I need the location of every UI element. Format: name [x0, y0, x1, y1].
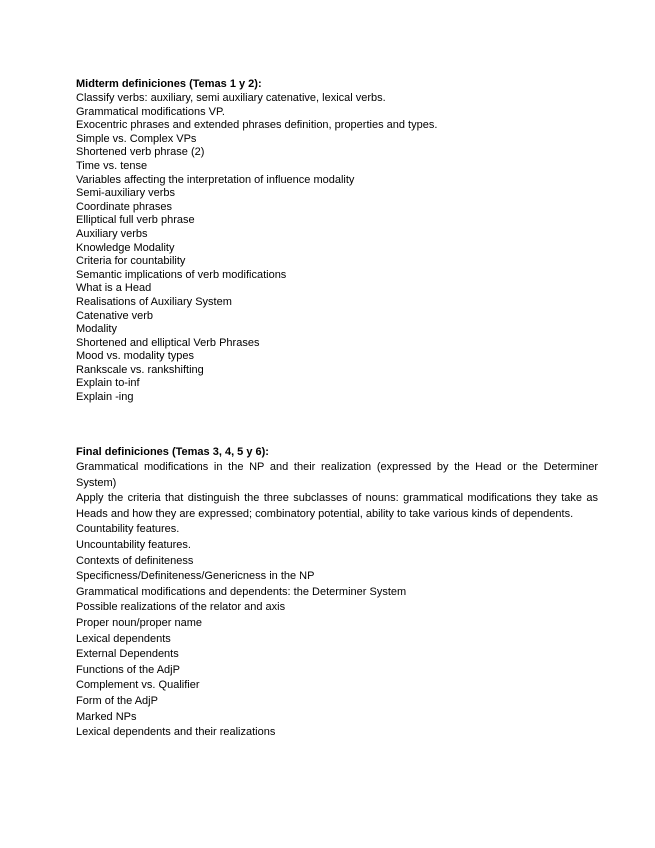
final-list — [76, 460, 598, 741]
list-item: Catenative verb — [76, 309, 154, 322]
list-item: Realisations of Auxiliary System — [76, 295, 232, 308]
list-item: Classify verbs: auxiliary, semi auxiliary catenative, lexical verbs. — [76, 92, 386, 104]
list-item: Auxiliary verbs — [76, 227, 148, 240]
list-item: Coordinate phrases — [76, 200, 173, 213]
list-item: Form of the AdjP — [76, 694, 158, 707]
list-item: Rankscale vs. rankshifting — [76, 363, 204, 376]
list-item: Semi-auxiliary verbs — [76, 187, 176, 200]
midterm-heading: Midterm definiciones (Temas 1 y 2): — [76, 78, 262, 90]
list-item: Shortened and elliptical Verb Phrases — [76, 336, 260, 349]
list-item: Variables affecting the interpretation of influence modality — [76, 173, 355, 186]
list-item: Explain to-inf — [76, 377, 140, 390]
list-item: Elliptical full verb phrase — [76, 214, 195, 227]
list-item: Apply the criteria that distinguish the three subclasses of nouns: grammatical modifications they take as Heads and how they are expressed; combinatory potential, ability to take various kinds of dependents. — [76, 492, 598, 520]
list-item: Grammatical modifications and dependents: the Determiner System — [76, 585, 407, 598]
list-item: Semantic implications of verb modifications — [76, 268, 287, 281]
list-item: Contexts of definiteness — [76, 554, 194, 567]
list-item: Lexical dependents and their realizations — [76, 726, 276, 739]
list-item: Explain -ing — [76, 391, 134, 404]
list-item: Exocentric phrases and extended phrases definition, properties and types. — [76, 119, 438, 132]
list-item: Shortened verb phrase (2) — [76, 146, 205, 159]
midterm-list — [76, 92, 598, 405]
list-item: Criteria for countability — [76, 255, 186, 268]
list-item: Grammatical modifications VP. — [76, 105, 225, 118]
final-section — [76, 445, 598, 741]
final-heading: Final definiciones (Temas 3, 4, 5 y 6): — [76, 446, 269, 458]
list-item: Simple vs. Complex VPs — [76, 132, 197, 145]
list-item: Functions of the AdjP — [76, 663, 180, 676]
list-item: Uncountability features. — [76, 538, 191, 551]
list-item: Knowledge Modality — [76, 241, 175, 254]
list-item: External Dependents — [76, 648, 179, 661]
list-item: What is a Head — [76, 282, 152, 295]
list-item: Complement vs. Qualifier — [76, 679, 200, 692]
midterm-section — [76, 77, 598, 405]
list-item: Modality — [76, 323, 117, 336]
list-item: Proper noun/proper name — [76, 616, 202, 629]
list-item: Marked NPs — [76, 710, 137, 723]
list-item: Specificness/Definiteness/Genericness in the NP — [76, 570, 315, 583]
list-item: Grammatical modifications in the NP and their realization (expressed by the Head or the Determiner System) — [76, 461, 598, 489]
list-item: Countability features. — [76, 523, 180, 536]
list-item: Lexical dependents — [76, 632, 171, 645]
list-item: Mood vs. modality types — [76, 350, 194, 363]
list-item: Possible realizations of the relator and axis — [76, 601, 286, 614]
list-item: Time vs. tense — [76, 159, 148, 172]
